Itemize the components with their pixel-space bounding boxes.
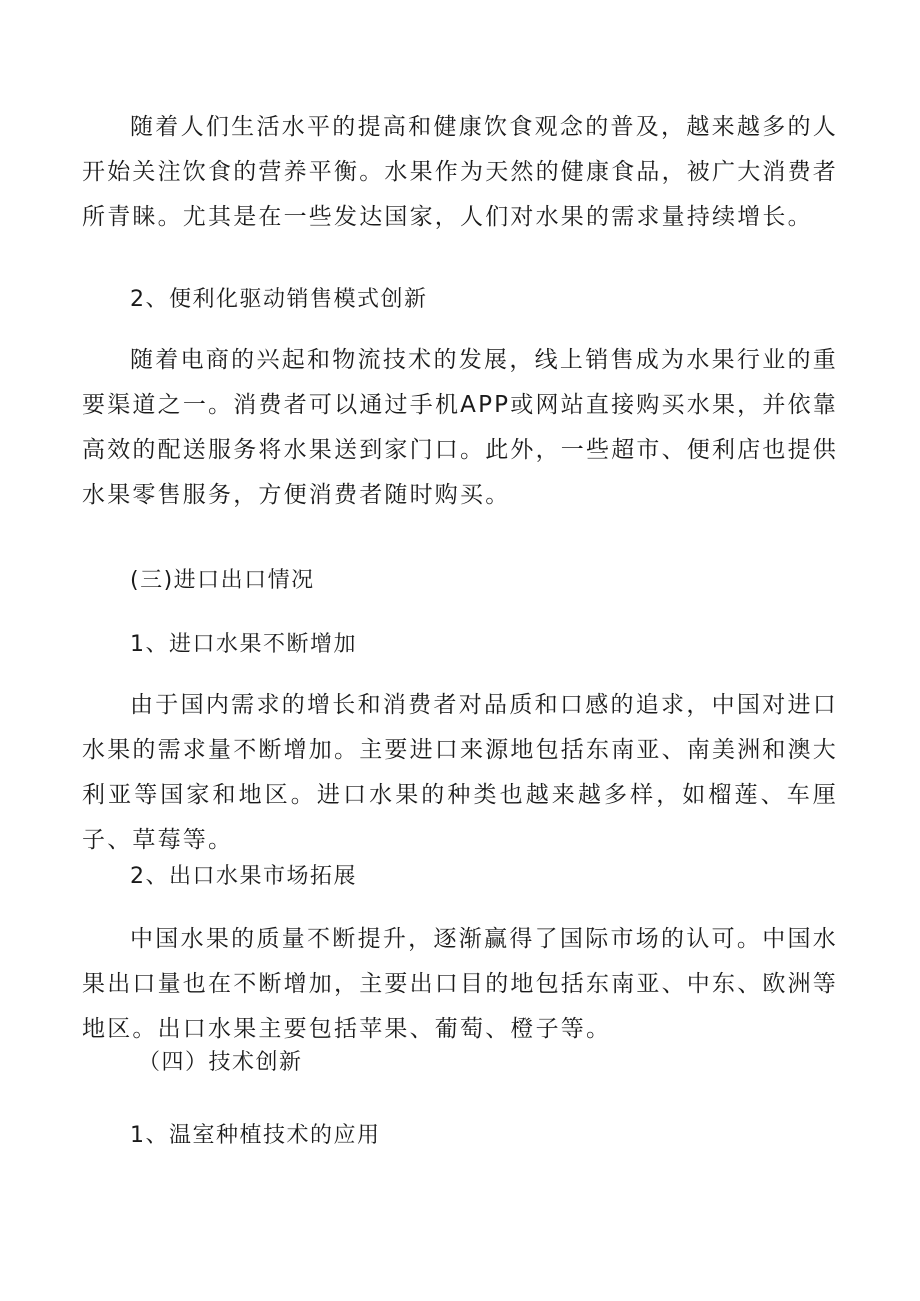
section-heading-import-export: (三)进口出口情况 bbox=[130, 568, 315, 593]
heading-export-expansion: 2、出口水果市场拓展 bbox=[130, 864, 357, 889]
paragraph-export: 中国水果的质量不断提升，逐渐赢得了国际市场的认可。中国水果出口量也在不断增加，主要出口目的地包括东南亚、中东、欧洲等地区。出口水果主要包括苹果、葡萄、橙子等。 bbox=[82, 926, 838, 1042]
paragraph-ecommerce: 随着电商的兴起和物流技术的发展，线上销售成为水果行业的重要渠道之一。消费者可以通过手机APP或网站直接购买水果，并依靠高效的配送服务将水果送到家门口。此外，一些超市、便利店也提供水果零售服务，方便消费者随时购买。 bbox=[82, 347, 838, 508]
paragraph-import: 由于国内需求的增长和消费者对品质和口感的追求，中国对进口水果的需求量不断增加。主要进口来源地包括东南亚、南美洲和澳大利亚等国家和地区。进口水果的种类也越来越多样，如榴莲、车厘子、草莓等。 bbox=[82, 692, 838, 853]
heading-greenhouse: 1、温室种植技术的应用 bbox=[130, 1123, 381, 1148]
section-heading-tech-innovation: （四）技术创新 bbox=[138, 1050, 303, 1075]
heading-convenience-sales: 2、便利化驱动销售模式创新 bbox=[130, 287, 428, 312]
paragraph-nutrition: 随着人们生活水平的提高和健康饮食观念的普及，越来越多的人开始关注饮食的营养平衡。水果作为天然的健康食品，被广大消费者所青睐。尤其是在一些发达国家，人们对水果的需求量持续增长。 bbox=[82, 114, 838, 230]
heading-import-growth: 1、进口水果不断增加 bbox=[130, 632, 357, 657]
